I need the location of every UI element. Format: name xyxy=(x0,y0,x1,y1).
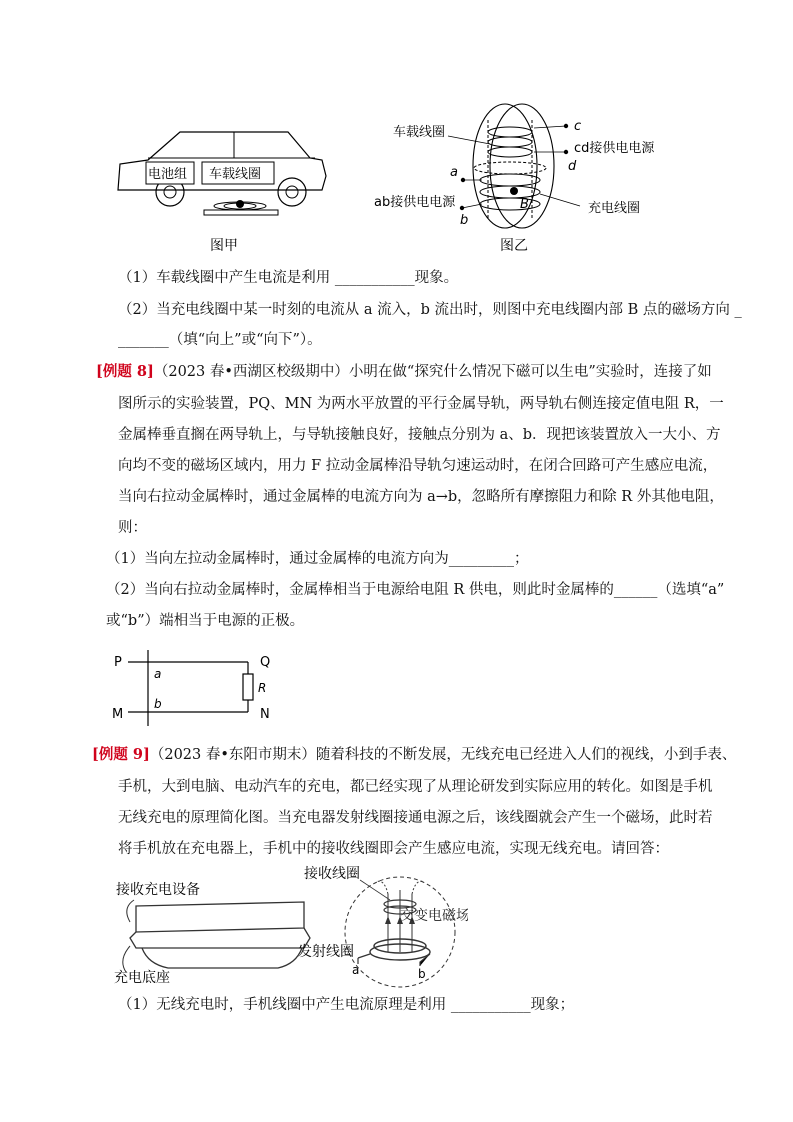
example9-line2: 手机，大到电脑、电动汽车的充电，都已经实现了从理论研发到实际应用的转化。如图是手机 xyxy=(118,779,713,795)
rear-wheel xyxy=(278,178,306,206)
point-B xyxy=(510,187,518,195)
battery-label: 电池组 xyxy=(148,167,188,182)
example8-line3: 金属棒垂直搁在两导轨上，与导轨接触良好，接触点分别为 a、b．现把该装置放入一大小、方 xyxy=(118,427,721,443)
example9-text1: （2023 春•东阳市期末）随着科技的不断发展，无线充电已经进入人们的视线，小到手表、 xyxy=(149,747,737,763)
ground-pad xyxy=(204,210,278,215)
example9-line4: 将手机放在充电器上，手机中的接收线圈即会产生感应电流，实现无线充电。请回答： xyxy=(118,841,669,857)
label-b-terminal: b xyxy=(418,967,426,981)
car-coil-label: 车载线圈 xyxy=(209,167,262,182)
example9-line3: 无线充电的原理简化图。当充电器发射线圈接通电源之后，该线圈就会产生一个磁场，此时若 xyxy=(118,810,713,826)
coil-diagram xyxy=(448,104,580,228)
q7-sub1: （1）车载线圈中产生电流是利用 ___________现象。 xyxy=(118,270,459,286)
label-base: 充电底座 xyxy=(114,970,170,986)
label-B: B xyxy=(520,197,529,212)
label-rx-coil: 接收线圈 xyxy=(304,866,360,882)
label-charge-coil: 充电线圈 xyxy=(588,201,641,216)
label-cd: cd接供电电源 xyxy=(574,141,655,156)
label-a-point: a xyxy=(154,667,162,681)
car-coil-diagram xyxy=(110,100,710,260)
caption-b: 图乙 xyxy=(500,238,528,254)
rail-circuit-figure xyxy=(110,648,280,728)
example8-line5: 当向右拉动金属棒时，通过金属棒的电流方向为 a→b，忽略所有摩擦阻力和除 R 外其他电阻， xyxy=(118,489,724,505)
label-a: a xyxy=(450,165,458,180)
caption-a: 图甲 xyxy=(210,238,238,254)
example8-line4: 向均不变的磁场区域内，用力 F 拉动金属棒沿导轨匀速运动时，在闭合回路可产生感应电流， xyxy=(118,458,718,474)
label-R: R xyxy=(258,681,267,695)
example9-label: [例题 9] xyxy=(92,746,150,763)
wireless-charger-figure xyxy=(108,864,468,988)
label-b: b xyxy=(460,213,469,228)
example8-text1: （2023 春•西湖区校级期中）小明在做“探究什么情况下磁可以生电”实验时，连接了如 xyxy=(153,364,712,380)
label-d: d xyxy=(568,159,577,174)
q7-sub2-line1: （2）当充电线圈中某一时刻的电流从 a 流入，b 流出时，则图中充电线圈内部 B 点的磁场方向 _ xyxy=(118,302,742,318)
label-b-point: b xyxy=(154,697,162,711)
phone-device xyxy=(136,902,304,932)
label-field: 交变电磁场 xyxy=(400,908,468,924)
label-N: N xyxy=(260,707,270,722)
example8-line1 xyxy=(96,362,712,382)
label-c: c xyxy=(574,119,582,134)
label-a-terminal: a xyxy=(352,963,360,977)
label-P: P xyxy=(114,655,122,670)
label-ab: ab接供电电源 xyxy=(374,195,456,210)
resistor-R xyxy=(243,674,253,700)
example9-line1 xyxy=(92,745,736,765)
example8-q2-line1: （2）当向右拉动金属棒时，金属棒相当于电源给电阻 R 供电，则此时金属棒的______（选填“a” xyxy=(106,582,725,598)
figure-car-coils xyxy=(110,100,710,260)
example8-q1: （1）当向左拉动金属棒时，通过金属棒的电流方向为_________； xyxy=(106,551,529,567)
example8-q2-line2: 或“b”）端相当于电源的正极。 xyxy=(106,613,305,629)
label-M: M xyxy=(112,707,124,722)
example9-q1: （1）无线充电时，手机线圈中产生电流原理是利用 ___________现象； xyxy=(118,997,575,1013)
example8-line2: 图所示的实验装置，PQ、MN 为两水平放置的平行金属导轨，两导轨右侧连接定值电阻 R，一 xyxy=(118,396,724,412)
label-Q: Q xyxy=(260,655,271,670)
label-tx-coil: 发射线圈 xyxy=(298,944,354,960)
label-car-coil: 车载线圈 xyxy=(393,125,446,140)
q7-sub2-line2: _______（填“向上”或“向下”）。 xyxy=(118,332,322,348)
example8-line6: 则： xyxy=(118,520,147,536)
label-device: 接收充电设备 xyxy=(116,882,200,898)
example8-label: [例题 8] xyxy=(96,363,154,380)
